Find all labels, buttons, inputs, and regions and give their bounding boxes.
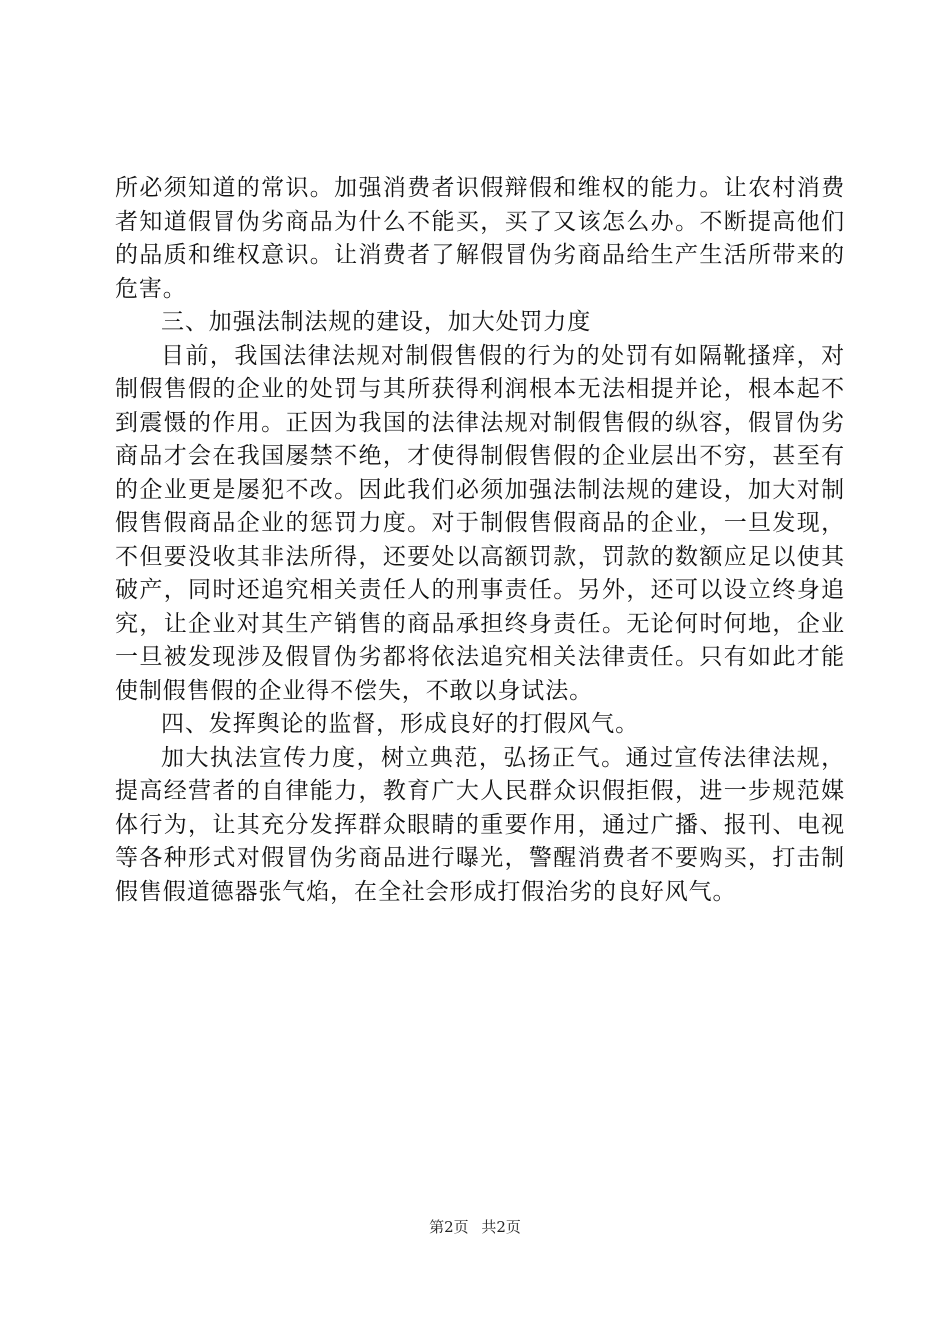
section-heading-four: 四、发挥舆论的监督，形成良好的打假风气。: [161, 711, 639, 737]
page-footer: [0, 1216, 950, 1237]
paragraph-legal-penalties: 目前，我国法律法规对制假售假的行为的处罚有如隔靴搔痒，对制假售假的企业的处罚与其所获得利润根本无法相提并论，根本起不到震慑的作用。正因为我国的法律法规对制假售假的纵容，假冒伪劣商品才会在我国屡禁不绝，才使得制假售假的企业层出不穷，甚至有的企业更是屡犯不改。因此我们必须加强法制法规的建设，加大对制假售假商品企业的惩罚力度。对于制假售假商品的企业，一旦发现，不但要没收其非法所得，还要处以高额罚款，罚款的数额应足以使其破产，同时还追究相关责任人的刑事责任。另外，还可以设立终身追究，让企业对其生产销售的商品承担终身责任。无论何时何地，企业一旦被发现涉及假冒伪劣都将依法追究相关法律责任。只有如此才能使制假售假的企业得不偿失，不敢以身试法。: [115, 342, 845, 704]
paragraph-public-supervision: 加大执法宣传力度，树立典范，弘扬正气。通过宣传法律法规，提高经营者的自律能力，教育广大人民群众识假拒假，进一步规范媒体行为，让其充分发挥群众眼睛的重要作用，通过广播、报刊、电视等各种形式对假冒伪劣商品进行曝光，警醒消费者不要购买，打击制假售假道德器张气焰，在全社会形成打假治劣的良好风气。: [115, 744, 845, 905]
paragraph-continuation: 所必须知道的常识。加强消费者识假辩假和维权的能力。让农村消费者知道假冒伪劣商品为什么不能买，买了又该怎么办。不断提高他们的品质和维权意识。让消费者了解假冒伪劣商品给生产生活所带来的危害。: [115, 175, 845, 302]
page-number-total: 共2页: [481, 1218, 521, 1236]
section-heading-three: 三、加强法制法规的建设，加大处罚力度: [161, 309, 592, 335]
document-body: [115, 172, 845, 909]
page-number-current: 第2页: [429, 1218, 469, 1236]
